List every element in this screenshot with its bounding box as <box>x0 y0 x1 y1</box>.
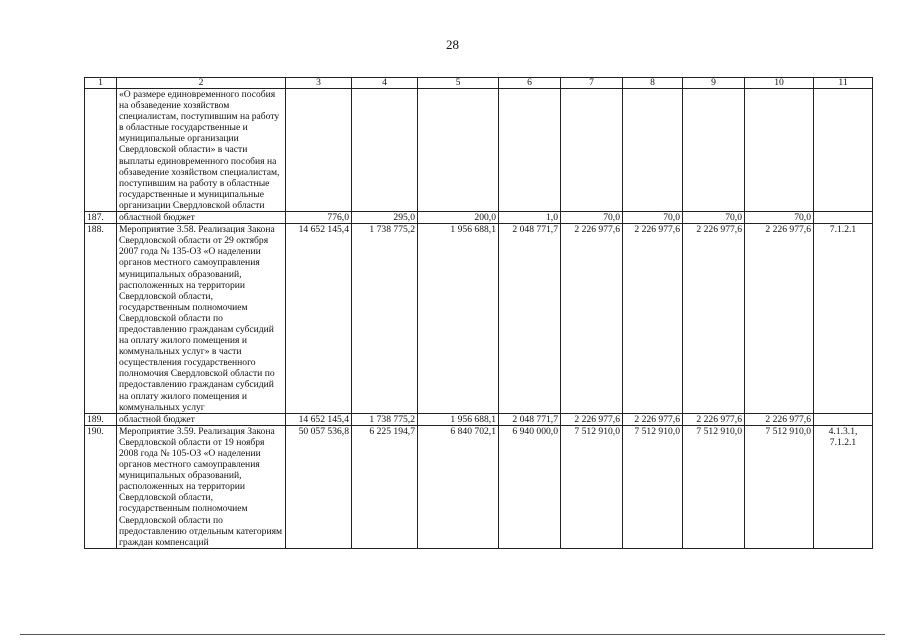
table-row <box>85 425 873 548</box>
table-row <box>85 224 873 414</box>
column-header: 3 <box>286 78 352 89</box>
amount-cell: 1 738 775,2 <box>352 413 418 425</box>
amount-cell <box>561 89 623 212</box>
target-reference: 4.1.3.1, 7.1.2.1 <box>814 425 873 548</box>
amount-cell: 2 226 977,6 <box>561 224 623 414</box>
amount-cell: 14 652 145,4 <box>286 224 352 414</box>
amount-cell: 2 226 977,6 <box>683 413 745 425</box>
header-row <box>85 78 873 89</box>
budget-table <box>84 77 873 549</box>
amount-cell: 6 225 194,7 <box>352 425 418 548</box>
amount-cell: 70,0 <box>745 212 814 224</box>
target-reference <box>814 89 873 212</box>
row-description: областной бюджет <box>117 212 286 224</box>
amount-cell: 70,0 <box>561 212 623 224</box>
row-number: 188. <box>85 224 117 414</box>
amount-cell: 2 048 771,7 <box>499 224 561 414</box>
amount-cell <box>352 89 418 212</box>
amount-cell: 1,0 <box>499 212 561 224</box>
column-header: 5 <box>418 78 499 89</box>
row-description: Мероприятие 3.59. Реализация Закона Свердловской области от 19 ноября 2008 года № 105-ОЗ «О наделении органов местного самоуправления муниципальных образований, расположенных на территории Свердловской области, государственным полномочием Свердловской области по предоставлению отдельным категориям граждан компенсаций <box>117 425 286 548</box>
row-number: 189. <box>85 413 117 425</box>
amount-cell <box>499 89 561 212</box>
row-number: 190. <box>85 425 117 548</box>
column-header: 11 <box>814 78 873 89</box>
amount-cell: 1 956 688,1 <box>418 224 499 414</box>
amount-cell: 7 512 910,0 <box>683 425 745 548</box>
column-header: 4 <box>352 78 418 89</box>
column-header: 8 <box>623 78 683 89</box>
scan-edge-line <box>20 634 885 635</box>
page-number: 28 <box>446 37 459 52</box>
amount-cell: 6 840 702,1 <box>418 425 499 548</box>
amount-cell: 14 652 145,4 <box>286 413 352 425</box>
amount-cell: 2 226 977,6 <box>745 413 814 425</box>
amount-cell: 7 512 910,0 <box>561 425 623 548</box>
row-number <box>85 89 117 212</box>
target-reference <box>814 212 873 224</box>
column-header: 10 <box>745 78 814 89</box>
amount-cell <box>683 89 745 212</box>
amount-cell: 2 226 977,6 <box>561 413 623 425</box>
row-description: областной бюджет <box>117 413 286 425</box>
amount-cell <box>623 89 683 212</box>
amount-cell: 1 956 688,1 <box>418 413 499 425</box>
amount-cell: 2 048 771,7 <box>499 413 561 425</box>
row-number: 187. <box>85 212 117 224</box>
table-body <box>85 78 873 549</box>
amount-cell: 7 512 910,0 <box>623 425 683 548</box>
amount-cell <box>286 89 352 212</box>
amount-cell: 2 226 977,6 <box>745 224 814 414</box>
amount-cell: 200,0 <box>418 212 499 224</box>
table-row <box>85 413 873 425</box>
table-row <box>85 89 873 212</box>
amount-cell: 7 512 910,0 <box>745 425 814 548</box>
row-description: Мероприятие 3.58. Реализация Закона Свердловской области от 29 октября 2007 года № 135-ОЗ «О наделении органов местного самоуправления муниципальных образований, расположенных на территории Свердловской области, государственным полномочием Свердловской области по предоставлению гражданам субсидий на оплату жилого помещения и коммунальных услуг» в части осуществления государственного полномочия Свердловской области по предоставлению гражданам субсидий на оплату жилого помещения и коммунальных услуг <box>117 224 286 414</box>
amount-cell <box>745 89 814 212</box>
amount-cell: 50 057 536,8 <box>286 425 352 548</box>
amount-cell: 295,0 <box>352 212 418 224</box>
table-row <box>85 212 873 224</box>
row-description: «О размере единовременного пособия на обзаведение хозяйством специалистам, поступившим на работу в областные государственные и муниципальные организации Свердловской области» в части выплаты единовременного пособия на обзаведение хозяйством специалистам, поступившим на работу в областные государственные и муниципальные организации Свердловской области <box>117 89 286 212</box>
column-header: 2 <box>117 78 286 89</box>
amount-cell: 776,0 <box>286 212 352 224</box>
amount-cell: 70,0 <box>623 212 683 224</box>
amount-cell <box>418 89 499 212</box>
column-header: 1 <box>85 78 117 89</box>
amount-cell: 2 226 977,6 <box>683 224 745 414</box>
amount-cell: 2 226 977,6 <box>623 224 683 414</box>
column-header: 7 <box>561 78 623 89</box>
amount-cell: 70,0 <box>683 212 745 224</box>
target-reference: 7.1.2.1 <box>814 224 873 414</box>
column-header: 6 <box>499 78 561 89</box>
target-reference <box>814 413 873 425</box>
amount-cell: 2 226 977,6 <box>623 413 683 425</box>
amount-cell: 6 940 000,0 <box>499 425 561 548</box>
column-header: 9 <box>683 78 745 89</box>
amount-cell: 1 738 775,2 <box>352 224 418 414</box>
